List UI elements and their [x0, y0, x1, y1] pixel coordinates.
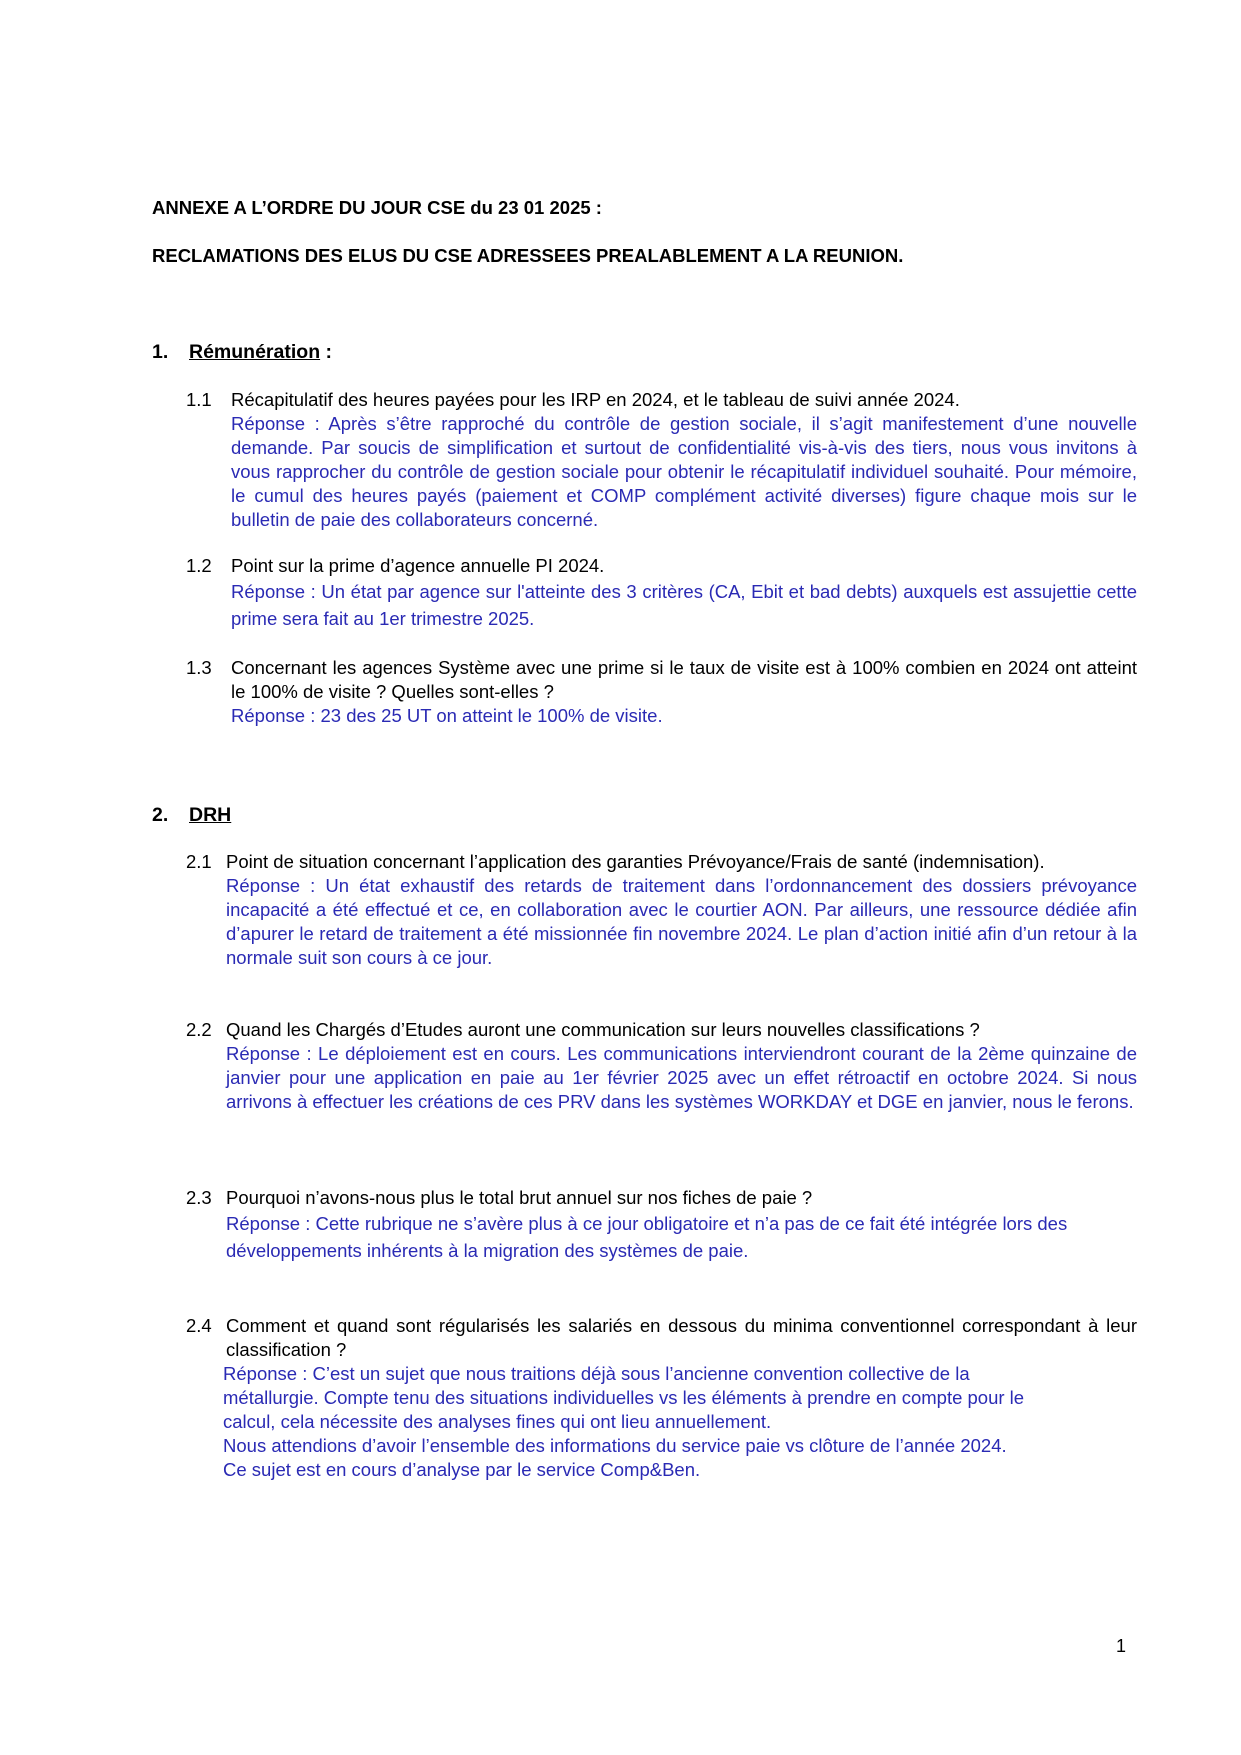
- agenda-item-2-3: [186, 1186, 1137, 1264]
- document-title: ANNEXE A L’ORDRE DU JOUR CSE du 23 01 2025 :: [152, 197, 602, 218]
- agenda-item-1-2: [186, 554, 1137, 632]
- agenda-item-2-2: [186, 1018, 1137, 1114]
- agenda-item-2-1: [186, 850, 1137, 970]
- item-number: 2.1: [186, 851, 212, 872]
- item-number: 1.2: [186, 555, 212, 576]
- item-response: Réponse : Un état exhaustif des retards de traitement dans l’ordonnancement des dossiers prévoyance incapacité a été effectué et ce, en collaboration avec le courtier AON. Par ailleurs, une ressource dédiée afin d’apurer le retard de traitement a été missionnée fin novembre 2024. Le plan d’action initié afin d’un retour à la normale suit son cours à ce jour.: [226, 875, 1137, 968]
- item-number: 2.3: [186, 1187, 212, 1208]
- section-title-suffix: :: [320, 341, 333, 363]
- item-question: Comment et quand sont régularisés les salariés en dessous du minima conventionnel correspondant à leur classification ?: [226, 1315, 1137, 1360]
- item-response-line: Réponse : C’est un sujet que nous traitions déjà sous l’ancienne convention collective de la: [223, 1363, 970, 1384]
- item-response-line: calcul, cela nécessite des analyses fines qui ont lieu annuellement.: [223, 1411, 772, 1432]
- item-response: Réponse : Le déploiement est en cours. Les communications interviendront courant de la 2ème quinzaine de janvier pour une application en paie au 1er février 2025 avec un effet rétroactif en octobre 2024. Si nous arrivons à effectuer les créations de ces PRV dans les systèmes WORKDAY et DGE en janvier, nous le ferons.: [226, 1043, 1137, 1112]
- item-number: 1.3: [186, 657, 212, 678]
- item-response: Réponse : Cette rubrique ne s’avère plus à ce jour obligatoire et n’a pas de ce fait été intégrée lors des développements inhérents à la migration des systèmes de paie.: [226, 1213, 1068, 1261]
- item-question: Récapitulatif des heures payées pour les IRP en 2024, et le tableau de suivi année 2024.: [231, 389, 960, 410]
- item-question: Concernant les agences Système avec une prime si le taux de visite est à 100% combien en 2024 ont atteint le 100% de visite ? Quelles sont-elles ?: [231, 657, 1137, 702]
- page-number: 1: [1116, 1636, 1127, 1656]
- section-title: Rémunération: [189, 341, 321, 363]
- section-number: 2.: [152, 804, 169, 826]
- item-response: Réponse : Après s’être rapproché du contrôle de gestion sociale, il s’agit manifestement d’une nouvelle demande. Par soucis de simplification et surtout de confidentialité vis-à-vis des tiers, nous vous invitons à vous rapprocher du contrôle de gestion sociale pour obtenir le récapitulatif individuel souhaité. Pour mémoire, le cumul des heures payés (paiement et COMP complément activité diverses) figure chaque mois sur le bulletin de paie des collaborateurs concerné.: [231, 413, 1137, 530]
- section-heading-drh: [152, 804, 231, 827]
- item-question: Point de situation concernant l’application des garanties Prévoyance/Frais de santé (indemnisation).: [226, 851, 1045, 872]
- document-subtitle: RECLAMATIONS DES ELUS DU CSE ADRESSEES PREALABLEMENT A LA REUNION.: [152, 245, 904, 266]
- section-title: DRH: [189, 804, 232, 826]
- item-response-line: Nous attendions d’avoir l’ensemble des informations du service paie vs clôture de l’année 2024.: [223, 1435, 1007, 1456]
- item-response: Réponse : Un état par agence sur l'atteinte des 3 critères (CA, Ebit et bad debts) auxquels est assujettie cette prime sera fait au 1er trimestre 2025.: [231, 581, 1137, 629]
- item-number: 2.4: [186, 1315, 212, 1336]
- agenda-item-1-1: [186, 388, 1137, 532]
- agenda-item-1-3: [186, 656, 1137, 728]
- item-number: 2.2: [186, 1019, 212, 1040]
- item-response-line: métallurgie. Compte tenu des situations individuelles vs les éléments à prendre en compte pour le: [223, 1387, 1025, 1408]
- item-response: Réponse : 23 des 25 UT on atteint le 100% de visite.: [231, 705, 663, 726]
- agenda-item-2-4: [186, 1314, 1137, 1482]
- section-heading-remuneration: [152, 341, 332, 364]
- section-number: 1.: [152, 341, 169, 363]
- item-response-line: Ce sujet est en cours d’analyse par le service Comp&Ben.: [223, 1459, 701, 1480]
- item-question: Quand les Chargés d’Etudes auront une communication sur leurs nouvelles classifications ?: [226, 1019, 980, 1040]
- item-question: Pourquoi n’avons-nous plus le total brut annuel sur nos fiches de paie ?: [226, 1187, 813, 1208]
- item-question: Point sur la prime d’agence annuelle PI 2024.: [231, 555, 605, 576]
- item-number: 1.1: [186, 389, 212, 410]
